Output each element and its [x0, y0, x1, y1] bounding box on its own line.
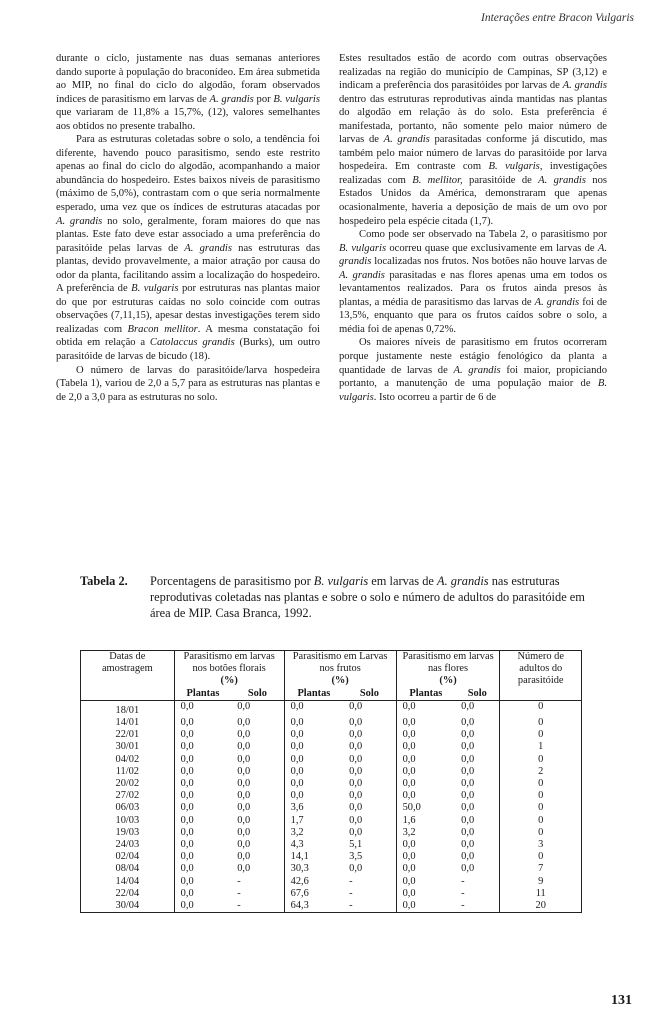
italic-species-name: A. grandis [56, 215, 103, 227]
text-run: foi maior, propiciando portanto, a manutenção de uma população maior de [339, 364, 607, 390]
cell-fruits-soil: 0,0 [343, 802, 396, 814]
header-date: Datas de amostragem [81, 651, 175, 688]
text-run: Os maiores níveis de parasitismo em frutos ocorreram porque justamente neste estágio fenológico da planta a quantidade de larvas de [339, 337, 607, 376]
paragraph [339, 336, 607, 404]
cell-buds-soil: 0,0 [231, 717, 284, 729]
cell-flowers-soil: 0,0 [455, 754, 500, 766]
table-row [81, 876, 582, 888]
table-row [81, 827, 582, 839]
italic-species-name: A. grandis [209, 93, 254, 105]
cell-date: 02/04 [81, 851, 175, 863]
cell-flowers-soil: 0,0 [455, 851, 500, 863]
running-header: Interações entre Bracon Vulgaris [481, 12, 634, 24]
cell-buds-plants: 0,0 [174, 700, 231, 717]
cell-date: 30/04 [81, 900, 175, 913]
cell-flowers-plants: 0,0 [396, 851, 455, 863]
cell-date: 30/01 [81, 741, 175, 753]
cell-buds-soil: 0,0 [231, 741, 284, 753]
cell-buds-soil: - [231, 900, 284, 913]
cell-flowers-soil: - [455, 888, 500, 900]
cell-buds-soil: 0,0 [231, 778, 284, 790]
cell-fruits-soil: 0,0 [343, 790, 396, 802]
cell-fruits-plants: 3,6 [284, 802, 343, 814]
cell-flowers-plants: 3,2 [396, 827, 455, 839]
table-caption [80, 573, 600, 621]
cell-buds-plants: 0,0 [174, 900, 231, 913]
header-adults: Número de adultos do parasitóide [500, 651, 582, 688]
italic-species-name: B. vulgaris [488, 161, 540, 173]
cell-fruits-plants: 3,2 [284, 827, 343, 839]
cell-buds-plants: 0,0 [174, 717, 231, 729]
text-run: por [253, 93, 274, 105]
sub-fruits-plants: Plantas [284, 688, 343, 701]
cell-flowers-soil: 0,0 [455, 729, 500, 741]
cell-flowers-soil: - [455, 900, 500, 913]
pct-flowers: (%) [396, 675, 500, 687]
cell-flowers-plants: 1,6 [396, 815, 455, 827]
cell-adults: 0 [500, 827, 582, 839]
cell-adults: 0 [500, 802, 582, 814]
cell-fruits-soil: 3,5 [343, 851, 396, 863]
cell-fruits-soil: 0,0 [343, 778, 396, 790]
cell-buds-soil: 0,0 [231, 700, 284, 717]
cell-buds-plants: 0,0 [174, 790, 231, 802]
italic-species-name: A. grandis [383, 134, 430, 146]
italic-species-name: Bracon mellitor [127, 323, 198, 335]
cell-fruits-soil: - [343, 876, 396, 888]
table-row [81, 729, 582, 741]
cell-fruits-plants: 1,7 [284, 815, 343, 827]
text-run: localizadas nos frutos. Nos botões não houve larvas de [371, 256, 607, 268]
cell-flowers-soil: 0,0 [455, 778, 500, 790]
cell-flowers-soil: 0,0 [455, 766, 500, 778]
cell-fruits-plants: 0,0 [284, 754, 343, 766]
cell-adults: 0 [500, 717, 582, 729]
text-run: nas estruturas das plantas, devido provavelmente, a maior atração por causa do odor da planta, facilitando assim a localização do hospedeiro. A preferência de [56, 242, 320, 295]
cell-buds-plants: 0,0 [174, 729, 231, 741]
text-run: parasitadas e nas flores apenas uma em todos os levantamentos realizados. Para os frutos ainda presos às plantas, a média de parasitismo das larvas de [339, 269, 607, 308]
italic-species-name: A. grandis [339, 242, 607, 268]
cell-adults: 0 [500, 729, 582, 741]
cell-date: 08/04 [81, 863, 175, 875]
header-flowers: Parasitismo em larvas nas flores [396, 651, 500, 676]
cell-fruits-plants: 42,6 [284, 876, 343, 888]
cell-flowers-plants: 0,0 [396, 839, 455, 851]
cell-adults: 0 [500, 851, 582, 863]
sub-flowers-soil: Solo [455, 688, 500, 701]
cell-fruits-plants: 0,0 [284, 717, 343, 729]
cell-buds-soil: 0,0 [231, 754, 284, 766]
text-run: ocorreu quase que exclusivamente em larvas de [386, 242, 598, 254]
cell-flowers-plants: 0,0 [396, 717, 455, 729]
cell-fruits-plants: 0,0 [284, 766, 343, 778]
cell-flowers-plants: 0,0 [396, 754, 455, 766]
sub-buds-plants: Plantas [174, 688, 231, 701]
sub-buds-soil: Solo [231, 688, 284, 701]
cell-buds-plants: 0,0 [174, 888, 231, 900]
cell-buds-plants: 0,0 [174, 851, 231, 863]
text-run: Como pode ser observado na Tabela 2, o parasitismo por [359, 229, 607, 241]
paragraph [339, 52, 607, 228]
parasitism-table [80, 650, 582, 913]
text-run: O número de larvas do parasitóide/larva hospedeira (Tabela 1), variou de 2,0 a 5,7 para as estruturas nas plantas e de 2,0 a 3,0 para as estruturas no solo. [56, 364, 320, 403]
cell-date: 20/02 [81, 778, 175, 790]
cell-flowers-plants: 0,0 [396, 766, 455, 778]
cell-adults: 0 [500, 790, 582, 802]
cell-fruits-plants: 0,0 [284, 729, 343, 741]
italic-species-name: B. vulgaris [339, 378, 607, 403]
text-run: parasitóide de [462, 174, 539, 186]
cell-buds-plants: 0,0 [174, 876, 231, 888]
italic-species-name: B. vulgaris [131, 283, 179, 295]
italic-species-name: B. vulgaris [313, 574, 369, 588]
cell-fruits-soil: 0,0 [343, 827, 396, 839]
cell-flowers-soil: 0,0 [455, 863, 500, 875]
cell-adults: 2 [500, 766, 582, 778]
page-number: 131 [611, 993, 632, 1008]
text-run: (Burks), um outro parasitóide de larvas de bicudo (18). [56, 337, 321, 363]
table-row [81, 839, 582, 851]
header-fruits: Parasitismo em Larvas nos frutos [284, 651, 396, 676]
cell-adults: 20 [500, 900, 582, 913]
cell-flowers-soil: 0,0 [455, 802, 500, 814]
cell-adults: 0 [500, 754, 582, 766]
text-run: . A mesma constatação foi obtida em relação a [56, 323, 320, 349]
sub-fruits-soil: Solo [343, 688, 396, 701]
cell-flowers-plants: 0,0 [396, 888, 455, 900]
table-label: Tabela 2. [80, 574, 128, 588]
cell-flowers-soil: 0,0 [455, 790, 500, 802]
cell-date: 18/01 [81, 700, 175, 717]
table-row [81, 888, 582, 900]
cell-adults: 7 [500, 863, 582, 875]
cell-adults: 11 [500, 888, 582, 900]
cell-buds-soil: 0,0 [231, 839, 284, 851]
table-row [81, 778, 582, 790]
cell-fruits-soil: 0,0 [343, 863, 396, 875]
cell-buds-soil: - [231, 888, 284, 900]
sub-flowers-plants: Plantas [396, 688, 455, 701]
cell-date: 27/02 [81, 790, 175, 802]
cell-flowers-plants: 0,0 [396, 863, 455, 875]
cell-buds-soil: 0,0 [231, 729, 284, 741]
cell-fruits-plants: 14,1 [284, 851, 343, 863]
table-row [81, 790, 582, 802]
cell-flowers-plants: 0,0 [396, 741, 455, 753]
cell-fruits-soil: 5,1 [343, 839, 396, 851]
cell-flowers-plants: 0,0 [396, 876, 455, 888]
sub-empty-date [81, 688, 175, 701]
text-run: em larvas de [368, 574, 437, 588]
cell-fruits-plants: 0,0 [284, 778, 343, 790]
cell-adults: 9 [500, 876, 582, 888]
table-row [81, 802, 582, 814]
cell-fruits-soil: 0,0 [343, 729, 396, 741]
text-run: , investigações realizadas com [339, 161, 607, 186]
cell-buds-soil: 0,0 [231, 827, 284, 839]
italic-species-name: B. vulgaris [339, 242, 387, 254]
text-run: . Isto ocorreu a partir de 6 de [373, 391, 497, 403]
cell-flowers-soil: 0,0 [455, 827, 500, 839]
cell-buds-soil: 0,0 [231, 766, 284, 778]
paragraph [56, 364, 320, 405]
cell-buds-plants: 0,0 [174, 839, 231, 851]
cell-date: 14/01 [81, 717, 175, 729]
cell-date: 11/02 [81, 766, 175, 778]
cell-date: 22/01 [81, 729, 175, 741]
cell-flowers-soil: 0,0 [455, 741, 500, 753]
cell-adults: 3 [500, 839, 582, 851]
table-row [81, 717, 582, 729]
header-buds: Parasitismo em larvas nos botões florais [174, 651, 284, 676]
cell-buds-soil: 0,0 [231, 863, 284, 875]
cell-adults: 1 [500, 741, 582, 753]
cell-fruits-plants: 0,0 [284, 790, 343, 802]
cell-buds-soil: 0,0 [231, 851, 284, 863]
paragraph [56, 52, 320, 133]
text-run: nas estruturas reprodutivas coletadas nas plantas e sobre o solo e número de adultos do parasitóide em área de MIP. Casa Branca, 1992. [150, 574, 585, 620]
cell-fruits-plants: 30,3 [284, 863, 343, 875]
italic-species-name: A. grandis [453, 364, 501, 376]
cell-flowers-soil: 0,0 [455, 815, 500, 827]
table-row [81, 900, 582, 913]
text-run: que variaram de 11,8% a 15,7%, (12), valores semelhantes aos obtidos no presente trabalho. [56, 107, 320, 132]
cell-flowers-plants: 0,0 [396, 700, 455, 717]
cell-fruits-plants: 4,3 [284, 839, 343, 851]
cell-date: 04/02 [81, 754, 175, 766]
text-run: Porcentagens de parasitismo por [150, 574, 314, 588]
cell-date: 24/03 [81, 839, 175, 851]
text-run: foi de 13,5%, enquanto que para os frutos caídos sobre o solo, a média foi de apenas 0,72%. [339, 296, 607, 335]
table-row [81, 766, 582, 778]
cell-adults: 0 [500, 700, 582, 717]
cell-fruits-soil: 0,0 [343, 700, 396, 717]
cell-date: 10/03 [81, 815, 175, 827]
left-text-column [56, 52, 320, 404]
table-row [81, 754, 582, 766]
table-row [81, 815, 582, 827]
italic-species-name: A. grandis [339, 269, 385, 281]
cell-buds-soil: - [231, 876, 284, 888]
italic-species-name: B. mellitor, [412, 174, 463, 186]
cell-buds-plants: 0,0 [174, 741, 231, 753]
cell-flowers-plants: 0,0 [396, 790, 455, 802]
cell-fruits-plants: 0,0 [284, 700, 343, 717]
cell-flowers-plants: 0,0 [396, 900, 455, 913]
cell-buds-plants: 0,0 [174, 863, 231, 875]
text-run: dentro das estruturas reprodutivas ainda mantidas nas plantas do algodão em relação às do solo. Esta preferência é manifestada, portanto, não somente pelo maior número de larvas de [339, 93, 607, 146]
text-run: no solo, geralmente, foram maiores do que nas plantas. Este fato deve estar associado a uma preferência do parasitóide pelas larvas de [56, 215, 320, 254]
italic-species-name: A. grandis [184, 242, 232, 254]
table-header-row [81, 651, 582, 676]
cell-buds-soil: 0,0 [231, 815, 284, 827]
cell-flowers-soil: 0,0 [455, 839, 500, 851]
cell-flowers-soil: 0,0 [455, 717, 500, 729]
paragraph [56, 133, 320, 363]
cell-fruits-soil: - [343, 900, 396, 913]
cell-fruits-plants: 64,3 [284, 900, 343, 913]
sub-empty-adults [500, 688, 582, 701]
italic-species-name: A. grandis [437, 574, 489, 588]
cell-flowers-soil: - [455, 876, 500, 888]
cell-date: 14/04 [81, 876, 175, 888]
text-run: por estruturas nas plantas maior do que por estruturas caídas no solo coincide com outras observações (7,11,15), apesar destas investigações terem sido realizadas com [56, 283, 321, 335]
cell-flowers-plants: 0,0 [396, 778, 455, 790]
cell-date: 19/03 [81, 827, 175, 839]
table-row [81, 741, 582, 753]
cell-buds-plants: 0,0 [174, 778, 231, 790]
cell-flowers-plants: 0,0 [396, 729, 455, 741]
cell-buds-plants: 0,0 [174, 802, 231, 814]
table-row [81, 851, 582, 863]
italic-species-name: A. grandis [538, 174, 586, 186]
cell-buds-plants: 0,0 [174, 766, 231, 778]
cell-fruits-soil: 0,0 [343, 766, 396, 778]
text-run: nos Estados Unidos da América, demonstraram que apenas ocasionalmente, haveria a deposição de mais de um ovo por hospedeiro pela espécie citada (1,7). [339, 174, 608, 227]
cell-buds-plants: 0,0 [174, 827, 231, 839]
cell-adults: 0 [500, 815, 582, 827]
cell-date: 22/04 [81, 888, 175, 900]
cell-fruits-soil: - [343, 888, 396, 900]
pct-fruits: (%) [284, 675, 396, 687]
cell-flowers-soil: 0,0 [455, 700, 500, 717]
table-row [81, 700, 582, 717]
cell-buds-plants: 0,0 [174, 815, 231, 827]
cell-fruits-soil: 0,0 [343, 741, 396, 753]
paragraph [339, 228, 607, 336]
italic-species-name: A. grandis [562, 80, 607, 92]
text-run: Estes resultados estão de acordo com outras observações realizadas na região do município de Campinas, SP (3,12) e indicam a preferência dos parasitóides por larvas de [339, 53, 607, 92]
table-body [81, 700, 582, 912]
table-caption-text [150, 573, 600, 621]
italic-species-name: B. vulgaris [273, 93, 320, 105]
cell-fruits-plants: 0,0 [284, 741, 343, 753]
cell-fruits-soil: 0,0 [343, 754, 396, 766]
cell-fruits-soil: 0,0 [343, 815, 396, 827]
cell-date: 06/03 [81, 802, 175, 814]
text-run: durante o ciclo, justamente nas duas semanas anteriores dando suporte à população do braconídeo. Em área submetida ao MIP, no final do ciclo do algodão, foram observados índices de parasitismo em larvas de [56, 53, 320, 105]
text-run: Para as estruturas coletadas sobre o solo, a tendência foi diferente, havendo pouco parasitismo, sendo este restrito apenas ao final do ciclo do algodão, acompanhando a maior abundância do hospedeiro. Estes baixos níveis de parasitismo (máximo de 5,0%), contrastam com o que seria normalmente esperado, uma vez que os índices de estruturas atacadas por [56, 134, 320, 214]
cell-buds-soil: 0,0 [231, 802, 284, 814]
italic-species-name: A. grandis [534, 296, 580, 308]
table-row [81, 863, 582, 875]
cell-buds-plants: 0,0 [174, 754, 231, 766]
cell-fruits-plants: 67,6 [284, 888, 343, 900]
text-run: parasitadas conforme já discutido, mas também pelo maior número de larvas do parasitóide por larva hospedeira. Em contraste com [339, 134, 607, 173]
cell-adults: 0 [500, 778, 582, 790]
table-subheader-row [81, 688, 582, 701]
cell-buds-soil: 0,0 [231, 790, 284, 802]
cell-fruits-soil: 0,0 [343, 717, 396, 729]
pct-buds: (%) [174, 675, 284, 687]
right-text-column [339, 52, 607, 404]
cell-flowers-plants: 50,0 [396, 802, 455, 814]
italic-species-name: Catolaccus grandis [149, 337, 235, 349]
